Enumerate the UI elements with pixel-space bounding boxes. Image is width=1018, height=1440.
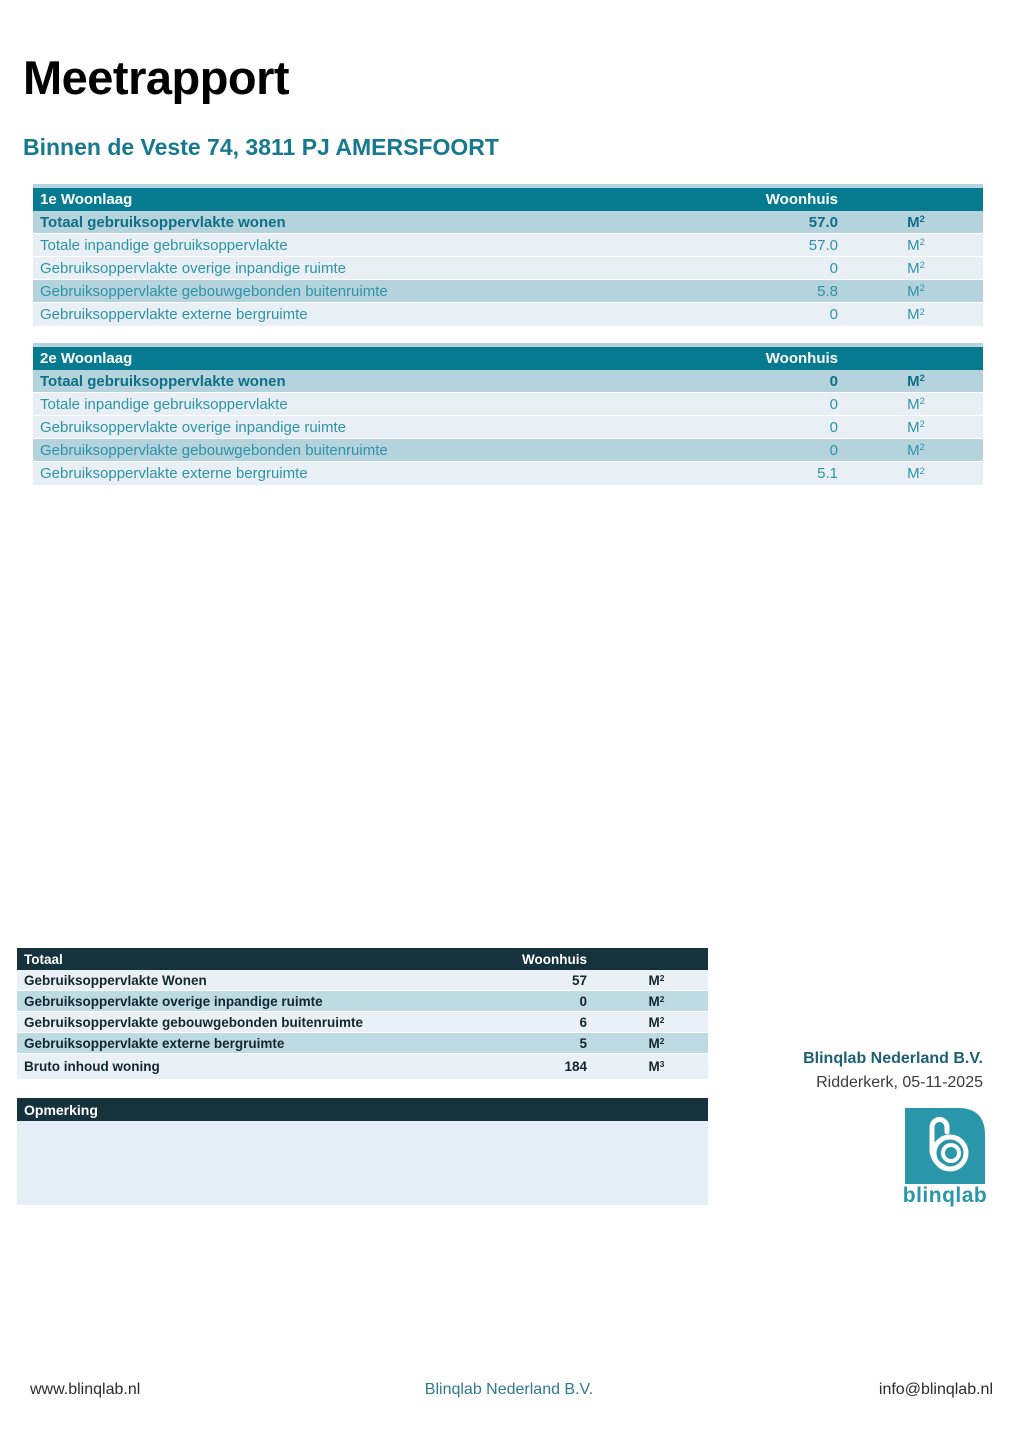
row-unit [605, 1059, 708, 1074]
row-unit [849, 373, 983, 390]
unit-base: M [907, 306, 920, 323]
table-row [33, 303, 983, 326]
unit-base: M [907, 465, 920, 482]
unit-base: M [648, 1035, 660, 1051]
unit-base: M [907, 236, 920, 254]
row-value: 0 [829, 395, 838, 413]
row-value: 6 [579, 1014, 587, 1030]
row-label: Gebruiksoppervlakte overige inpandige ruimte [24, 993, 323, 1009]
row-unit [849, 306, 983, 323]
unit-exponent: 2 [659, 1035, 665, 1046]
unit-exponent: 2 [919, 442, 925, 453]
table-header-row [17, 948, 708, 970]
row-unit [849, 396, 983, 413]
row-label: Gebruiksoppervlakte overige inpandige ruimte [40, 259, 347, 277]
footer-company: Blinqlab Nederland B.V. [424, 1381, 594, 1398]
row-unit [849, 214, 983, 231]
table-row [17, 991, 708, 1012]
blinqlab-logo-icon [905, 1108, 985, 1184]
row-value: 0 [829, 418, 838, 436]
row-label: Gebruiksoppervlakte Wonen [24, 972, 207, 988]
unit-exponent: 2 [919, 306, 925, 317]
row-label: Gebruiksoppervlakte gebouwgebonden buitenruimte [40, 441, 388, 459]
table-row [33, 257, 983, 280]
table-row [33, 416, 983, 439]
table-row [17, 1033, 708, 1054]
table-row [33, 462, 983, 485]
unit-exponent: 3 [659, 1059, 665, 1070]
row-unit [849, 283, 983, 300]
unit-exponent: 2 [919, 237, 925, 248]
totals-table [17, 948, 708, 1079]
row-label: Gebruiksoppervlakte gebouwgebonden buitenruimte [40, 282, 388, 300]
unit-base: M [907, 441, 920, 459]
table-title: 1e Woonlaag [40, 191, 133, 208]
table-row [33, 234, 983, 257]
row-label: Totaal gebruiksoppervlakte wonen [40, 372, 286, 390]
row-label: Totale inpandige gebruiksoppervlakte [40, 236, 288, 254]
table-row [17, 970, 708, 991]
row-label: Gebruiksoppervlakte externe bergruimte [40, 306, 308, 323]
row-value: 5 [579, 1035, 587, 1051]
row-label: Gebruiksoppervlakte overige inpandige ruimte [40, 418, 347, 436]
unit-base: M [907, 213, 920, 231]
unit-base: M [907, 395, 920, 413]
row-value: 57 [571, 972, 587, 988]
floor-table-1 [33, 184, 983, 326]
row-value: 0 [829, 441, 838, 459]
unit-exponent: 2 [919, 283, 925, 294]
unit-base: M [907, 418, 920, 436]
unit-base: M [648, 1059, 660, 1074]
row-unit [605, 1036, 708, 1051]
row-unit [849, 237, 983, 254]
unit-exponent: 2 [659, 1014, 665, 1025]
unit-base: M [907, 372, 920, 390]
row-value: 5.1 [817, 465, 838, 482]
unit-exponent: 2 [659, 972, 665, 983]
table-row [17, 1012, 708, 1033]
row-value: 0 [829, 306, 838, 323]
unit-base: M [648, 1014, 660, 1030]
footer-website-link[interactable]: www.blinqlab.nl [30, 1381, 141, 1398]
column-header-woonhuis: Woonhuis [522, 951, 587, 967]
unit-exponent: 2 [919, 214, 925, 225]
unit-exponent: 2 [919, 396, 925, 407]
row-label: Totale inpandige gebruiksoppervlakte [40, 395, 288, 413]
column-header-woonhuis: Woonhuis [765, 191, 838, 208]
table-row [33, 393, 983, 416]
company-name: Blinqlab Nederland B.V. [803, 1050, 983, 1067]
row-unit [849, 419, 983, 436]
row-value: 0 [829, 372, 838, 390]
row-label: Totaal gebruiksoppervlakte wonen [40, 213, 286, 231]
row-label: Gebruiksoppervlakte externe bergruimte [24, 1035, 285, 1051]
row-value: 57.0 [808, 213, 838, 231]
table-row [33, 211, 983, 234]
row-label: Gebruiksoppervlakte externe bergruimte [40, 465, 308, 482]
table-row [33, 439, 983, 462]
footer-email-link[interactable]: info@blinqlab.nl [878, 1381, 993, 1398]
page-title: Meetrapport [23, 51, 290, 104]
unit-base: M [648, 972, 660, 988]
row-label: Bruto inhoud woning [24, 1059, 160, 1074]
unit-exponent: 2 [919, 373, 925, 384]
blinqlab-wordmark: blinqlab [902, 1184, 988, 1207]
row-value: 5.8 [817, 282, 838, 300]
table-header-row [33, 188, 983, 211]
row-unit [605, 994, 708, 1009]
opmerking-body [17, 1121, 708, 1205]
opmerking-header: Opmerking [17, 1098, 708, 1121]
column-header-woonhuis: Woonhuis [765, 350, 838, 367]
row-unit [605, 1015, 708, 1030]
unit-exponent: 2 [919, 419, 925, 430]
page-subtitle: Binnen de Veste 74, 3811 PJ AMERSFOORT [23, 134, 499, 160]
row-value: 57.0 [808, 236, 838, 254]
table-row [33, 280, 983, 303]
row-unit [849, 442, 983, 459]
unit-base: M [907, 259, 920, 277]
row-unit [605, 973, 708, 988]
row-value: 184 [564, 1059, 587, 1074]
table-row [17, 1054, 708, 1079]
row-value: 0 [829, 259, 838, 277]
company-place-date: Ridderkerk, 05-11-2025 [816, 1074, 983, 1091]
table-header-row [33, 347, 983, 370]
unit-base: M [907, 282, 920, 300]
row-unit [849, 260, 983, 277]
unit-base: M [648, 993, 660, 1009]
unit-exponent: 2 [919, 260, 925, 271]
row-label: Gebruiksoppervlakte gebouwgebonden buitenruimte [24, 1014, 364, 1030]
unit-exponent: 2 [919, 465, 925, 476]
floor-tables [33, 184, 983, 502]
table-title: 2e Woonlaag [40, 350, 133, 367]
floor-table-2 [33, 343, 983, 485]
opmerking-section [17, 1098, 708, 1205]
table-row [33, 370, 983, 393]
row-value: 0 [579, 993, 587, 1009]
table-title: Totaal [24, 951, 63, 967]
unit-exponent: 2 [659, 993, 665, 1004]
row-unit [849, 465, 983, 482]
